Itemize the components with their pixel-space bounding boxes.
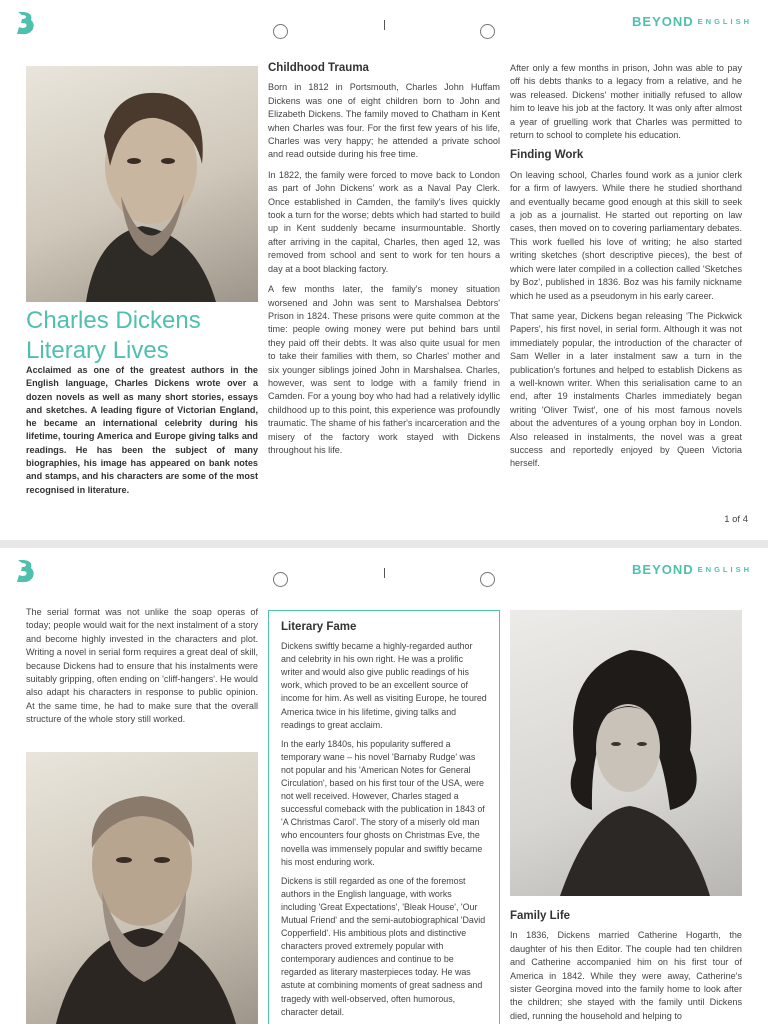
paragraph: After only a few months in prison, John was able to pay off his debts thanks to a legacy from a relative, and he was released. Dickens' mother initially refused to allow him to leave his job at the factory. It was only after almost a year of gruelling work that Charles was permitted to return to school to complete his education. <box>510 63 742 141</box>
column-middle <box>268 62 500 464</box>
section-heading-work: Finding Work <box>510 149 584 162</box>
brand-logo-icon <box>14 558 36 584</box>
portrait-illustration <box>510 610 742 896</box>
fold-mark <box>384 20 385 30</box>
brand-wordmark: BEYOND $^{ENGLISH}$ <box>632 14 752 29</box>
binder-hole <box>273 572 288 587</box>
paragraph: In 1822, the family were forced to move back to London as part of John Dickens' work as a Naval Pay Clerk. Once established in Camden, the family's lives quickly took a turn for the worse; debts which had started to build up in Kent suddenly became insurmountable. Shortly after arriving in the capital, Charles, then aged 12, was removed from school and sent to work for ten hours a day at a boot blacking factory. <box>268 169 500 274</box>
section-heading-fame: Literary Fame <box>281 621 357 633</box>
binder-hole <box>480 572 495 587</box>
paragraph: In the early 1840s, his popularity suffered a temporary wane – his novel 'Barnaby Rudge' was not popular and his 'American Notes for General Circulation', based on his first tour of the USA, were not well received. However, Charles staged a successful comeback with the publication in 1843 of 'A Christmas Carol'. The story of a miserly old man who encounters four ghosts on Christmas Eve, the novella was immensely popular and swiftly became his most enduring work. <box>281 738 485 867</box>
fold-mark <box>384 568 385 578</box>
paragraph: Dickens swiftly became a highly-regarded author and celebrity in his own right. He was a prolific writer and would also give public readings of his work, which proved to be an excellent source of income for him. As well as visiting Europe, he toured America twice in his lifetime, giving talks and readings to great acclaim. <box>281 641 487 730</box>
column-right <box>510 62 742 478</box>
intro-paragraph: Acclaimed as one of the greatest authors in the English language, Charles Dickens wrote over a dozen novels as well as many short stories, essays and sketches. A leading figure of Victorian England, he became an international celebrity during his lifetime, touring America and Europe giving talks and readings. He has been the subject of many biographies, his image has appeared on bank notes and stamps, and his characters are some of the most recognised in literature. <box>26 365 258 495</box>
paragraph: A few months later, the family's money situation worsened and John was sent to Marshalsea Debtors' Prison in 1824. These prisons were quite common at the time: people owing money were put behind bars until they paid off their debts. It was also quite usual for men to take their families with them, so Charles' mother and six younger siblings joined John in Marshalsea. Charles, however, was sent to lodge with a family friend in Camden. For a young boy who had had a relatively idyllic childhood up to this point, this experience was profoundly traumatic. The shame of his father's incarceration and the misery of the factory work stayed with Dickens throughout his life. <box>268 284 500 455</box>
page-number: 1 of 4 <box>724 514 748 525</box>
paragraph: On leaving school, Charles found work as a junior clerk for a firm of lawyers. While there he studied shorthand and eventually became good enough at this skill to seek a job as a journalist. He started out reporting on law cases, then moved on to covering parliamentary debates. This work fuelled his love of writing; he also started writing sketches (short descriptive pieces), the best of which were later compiled in a collection called 'Sketches by Boz', published in 1836. Boz was his family nickname which he used as a pseudonym in his early career. <box>510 169 742 301</box>
portrait-illustration <box>26 752 258 1024</box>
portrait-illustration <box>26 66 258 302</box>
binder-hole <box>273 24 288 39</box>
portrait-photo-older <box>26 752 258 1024</box>
column-right <box>510 910 742 1024</box>
document-page-2 <box>0 548 768 1024</box>
paragraph: That same year, Dickens began releasing 'The Pickwick Papers', his first novel, in serial form. Although it was not immediately popular, the introduction of the character of Sam Weller in a later instalment saw a turn in the publication's fortunes and helped to establish Dickens as a well-known writer. When this serialisation came to an end, after 19 instalments Charles immediately began writing 'Oliver Twist', one of his most famous novels about the adventures of a young orphan boy in London. Also released in instalments, the novel was a great success and reportedly enjoyed by Queen Victoria herself. <box>510 310 742 469</box>
column-left <box>26 606 258 734</box>
paragraph: Dickens is still regarded as one of the foremost authors in the English language, with works including 'Great Expectations', 'Bleak House', 'Our Mutual Friend' and the semi-autobiographical 'David Copperfield'. His ambitious plots and distinctive characters proved extremely popular with contemporary audiences and continue to be regarded as literary masterpieces today. He was astute at combining moments of great sadness and tragedy with well-observed, often humorous, character detail. <box>281 875 486 1017</box>
title-line-2: Literary Lives <box>26 337 169 364</box>
paragraph: The serial format was not unlike the soap operas of today; people would wait for the next instalment of a story and become highly invested in the characters and plot. Writing a novel in serial form requires a great deal of skill, because Dickens had to ensure that his instalments were suitably gripping, often ending on 'cliff-hangers'. He would also adapt his characters in response to public opinion. At the same time, he had to make sure that the overall structure of the whole story still worked. <box>26 607 258 725</box>
article-title <box>26 306 256 366</box>
brand-logo-icon <box>14 10 36 36</box>
brand-wordmark: BEYOND $^{ENGLISH}$ <box>632 562 752 577</box>
binder-hole <box>480 24 495 39</box>
section-heading-family: Family Life <box>510 910 571 922</box>
title-line-1: Charles Dickens <box>26 307 201 334</box>
paragraph: Born in 1812 in Portsmouth, Charles John Huffam Dickens was one of eight children born to John and Elizabeth Dickens. The family moved to Chatham in Kent when Charles was four. For the first few years of his life, Charles was very happy; he attended a private school and read outside during his free time. <box>268 82 500 160</box>
literary-fame-box <box>268 610 500 1024</box>
paragraph: In 1836, Dickens married Catherine Hogarth, the daughter of his then Editor. The couple had ten children and Catherine accompanied him on his first tour of America in 1842. While they were away, Catherine's sister Georgina moved into the family home to look after the children; she stayed with the family until Dickens died, running the household and helping to <box>510 930 742 1021</box>
portrait-photo-catherine <box>510 610 742 896</box>
portrait-photo <box>26 66 258 302</box>
section-heading-childhood: Childhood Trauma <box>268 62 369 74</box>
